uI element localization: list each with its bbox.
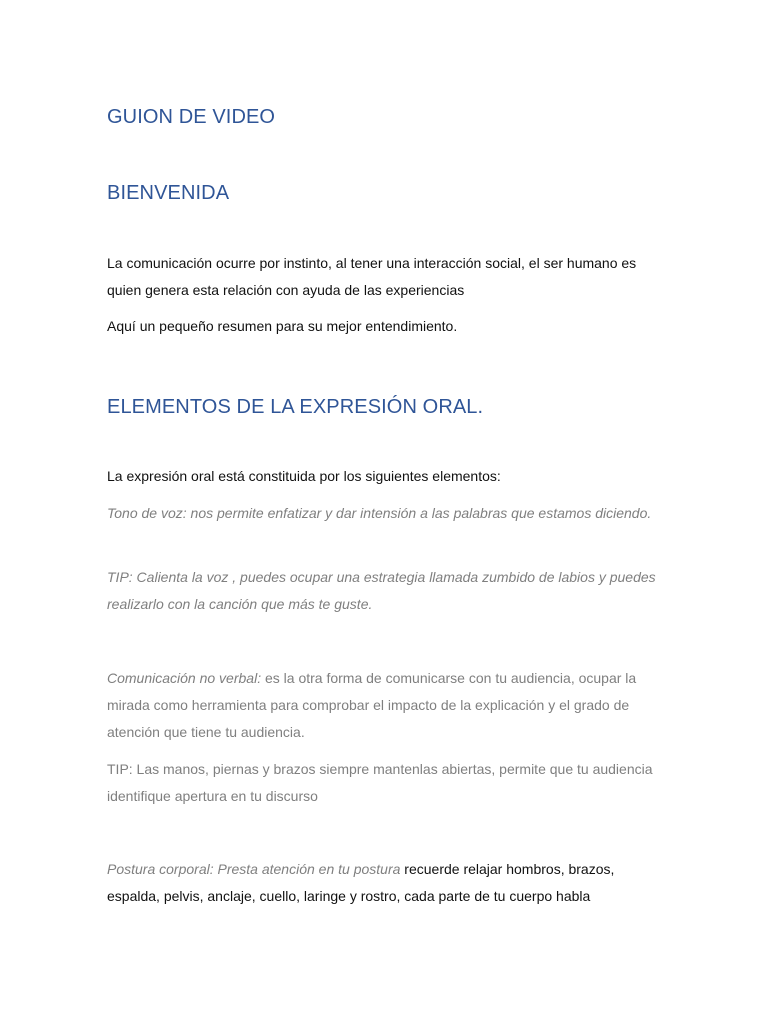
- intro-paragraph: La comunicación ocurre por instinto, al tener una interacción social, el ser humano es quien genera esta relación con ayuda de las experiencias: [107, 255, 637, 298]
- no-verbal-term: Comunicación no verbal:: [107, 670, 262, 686]
- no-verbal-text: es la otra forma de comunicarse con tu audiencia, ocupar la mirada como herramienta para comprobar el impacto de la explicación y el grado de atención que tiene tu audiencia.: [107, 670, 637, 740]
- comunicacion-no-verbal-paragraph: [107, 665, 667, 746]
- intro-summary-paragraph: Aquí un pequeño resumen para su mejor entendimiento.: [107, 318, 458, 334]
- tip-voz-paragraph: TIP: Calienta la voz , puedes ocupar una estrategia llamada zumbido de labios y puedes realizarlo con la canción que más te guste.: [107, 569, 656, 612]
- document-title: GUION DE VIDEO: [107, 106, 276, 128]
- postura-term: Postura corporal: Presta atención en tu postura: [107, 861, 401, 877]
- postura-text: recuerde relajar hombros, brazos, espalda, pelvis, anclaje, cuello, laringe y rostro, cada parte de tu cuerpo habla: [107, 861, 615, 904]
- section-heading-bienvenida: BIENVENIDA: [107, 182, 230, 204]
- postura-corporal-paragraph: [107, 856, 667, 910]
- tono-de-voz-paragraph: Tono de voz: nos permite enfatizar y dar intensión a las palabras que estamos diciendo.: [107, 505, 652, 521]
- tip-manos-paragraph: TIP: Las manos, piernas y brazos siempre mantenlas abiertas, permite que tu audiencia identifique apertura en tu discurso: [107, 761, 653, 804]
- section-heading-elementos: ELEMENTOS DE LA EXPRESIÓN ORAL.: [107, 396, 484, 418]
- elements-intro-paragraph: La expresión oral está constituida por los siguientes elementos:: [107, 468, 501, 484]
